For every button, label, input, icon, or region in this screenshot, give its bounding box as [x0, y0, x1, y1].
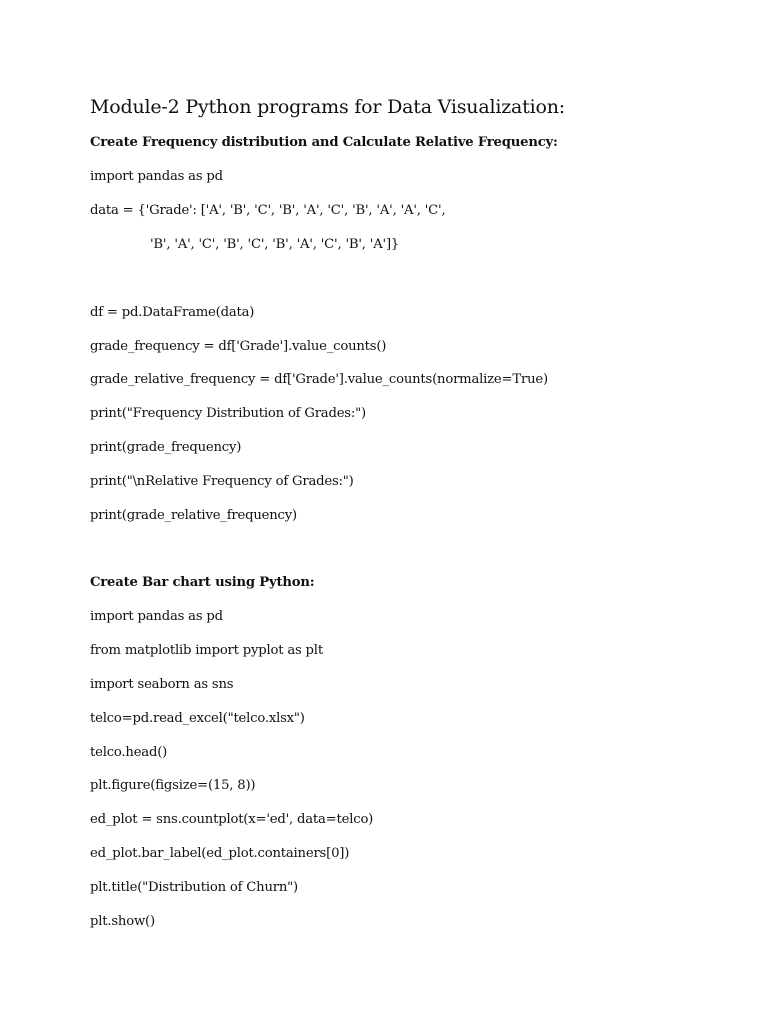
code-line: from matplotlib import pyplot as plt — [90, 643, 323, 658]
code-line: grade_frequency = df['Grade'].value_counts() — [90, 339, 387, 354]
code-line: telco=pd.read_excel("telco.xlsx") — [90, 711, 305, 726]
code-line: print(grade_relative_frequency) — [90, 508, 297, 523]
code-line: ed_plot.bar_label(ed_plot.containers[0]) — [90, 846, 350, 861]
code-line: plt.title("Distribution of Churn") — [90, 880, 298, 895]
code-line: grade_relative_frequency = df['Grade'].value_counts(normalize=True) — [90, 372, 548, 387]
code-line: print("Frequency Distribution of Grades:") — [90, 406, 366, 421]
code-line: telco.head() — [90, 745, 168, 760]
document-title: Module-2 Python programs for Data Visualization: — [90, 96, 565, 118]
code-line: import pandas as pd — [90, 609, 223, 624]
section-heading-bar-chart: Create Bar chart using Python: — [90, 575, 315, 590]
code-line: ed_plot = sns.countplot(x='ed', data=telco) — [90, 812, 374, 827]
code-line: import seaborn as sns — [90, 677, 234, 692]
code-line: import pandas as pd — [90, 169, 223, 184]
code-line: print("\nRelative Frequency of Grades:") — [90, 474, 354, 489]
code-line: 'B', 'A', 'C', 'B', 'C', 'B', 'A', 'C', 'B', 'A']} — [150, 237, 400, 252]
code-line: plt.show() — [90, 914, 155, 929]
code-line: plt.figure(figsize=(15, 8)) — [90, 778, 256, 793]
section-heading-frequency: Create Frequency distribution and Calculate Relative Frequency: — [90, 135, 558, 150]
code-line: data = {'Grade': ['A', 'B', 'C', 'B', 'A', 'C', 'B', 'A', 'A', 'C', — [90, 203, 446, 218]
code-line: df = pd.DataFrame(data) — [90, 305, 255, 320]
code-line: print(grade_frequency) — [90, 440, 242, 455]
